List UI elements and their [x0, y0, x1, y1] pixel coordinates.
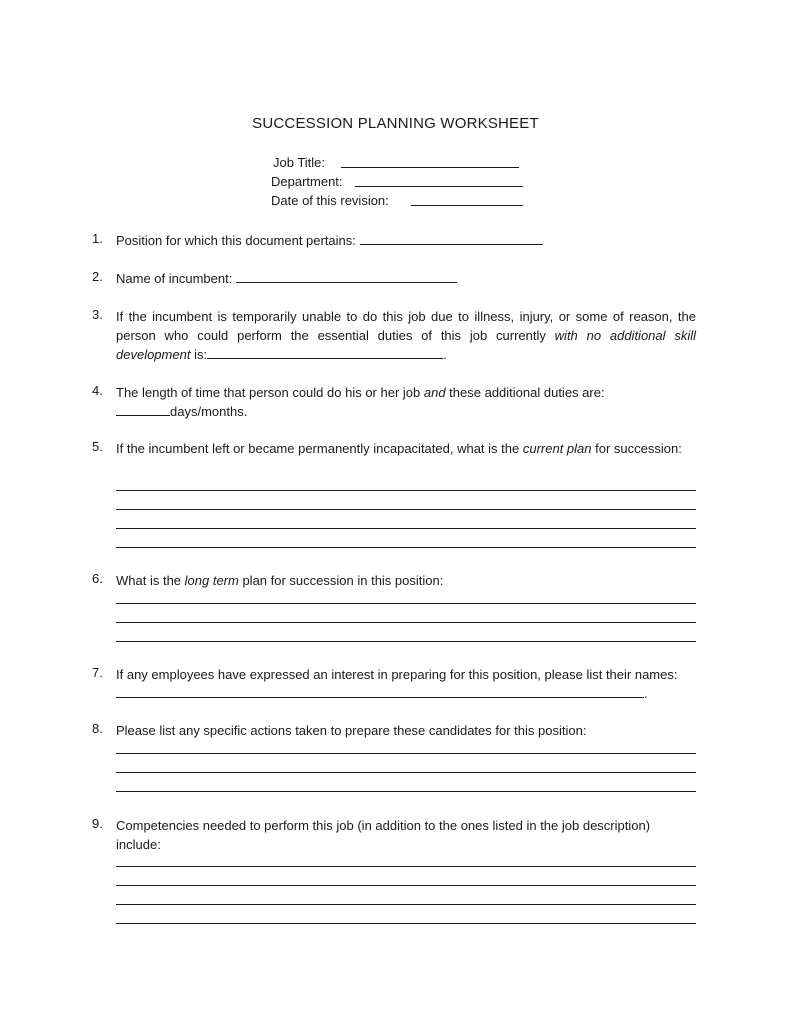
question-1-text: Position for which this document pertains: — [116, 233, 356, 248]
question-7-text: If any employees have expressed an interest in preparing for this position, please list their names: — [116, 667, 678, 682]
question-2 — [116, 269, 696, 288]
answer-line[interactable] — [116, 509, 696, 510]
answer-line[interactable] — [116, 885, 696, 886]
question-3-end: . — [443, 347, 447, 362]
question-5-text-b: for succession: — [591, 441, 682, 456]
item-number: 5. — [92, 439, 103, 454]
question-9 — [116, 816, 696, 854]
item-number: 4. — [92, 383, 103, 398]
item-number: 2. — [92, 269, 103, 284]
question-4-unit: days/months. — [170, 404, 248, 419]
item-number: 7. — [92, 665, 103, 680]
job-title-label: Job Title: — [273, 155, 326, 170]
question-5-emphasis: current plan — [522, 441, 592, 456]
answer-line[interactable] — [116, 528, 696, 529]
interested-employees-field[interactable] — [116, 685, 644, 698]
answer-line[interactable] — [116, 866, 696, 867]
question-8 — [116, 721, 696, 740]
item-number: 9. — [92, 816, 103, 831]
revision-date-field[interactable] — [411, 205, 523, 206]
answer-line[interactable] — [116, 904, 696, 905]
job-title-field[interactable] — [341, 167, 519, 168]
department-label: Department: — [271, 174, 343, 189]
answer-line[interactable] — [116, 547, 696, 548]
question-6 — [116, 571, 696, 590]
question-4-text-b: these additional duties are: — [445, 385, 605, 400]
question-4 — [116, 383, 696, 421]
item-number: 8. — [92, 721, 103, 736]
question-9-text: Competencies needed to perform this job (in addition to the ones listed in the job description) include: — [116, 818, 651, 852]
question-6-text: What is the — [116, 573, 185, 588]
question-6-text-b: plan for succession in this position: — [238, 573, 444, 588]
answer-line[interactable] — [116, 641, 696, 642]
department-field[interactable] — [355, 186, 523, 187]
question-7 — [116, 665, 698, 703]
question-6-emphasis: long term — [184, 573, 239, 588]
item-number: 3. — [92, 307, 103, 322]
question-5 — [116, 439, 696, 458]
question-2-text: Name of incumbent: — [116, 271, 233, 286]
question-1 — [116, 231, 696, 250]
question-3-text: If the incumbent is temporarily unable to do this job due to illness, injury, or some of reason, the person who could perform the essential duties of this job currently — [116, 309, 696, 343]
answer-line[interactable] — [116, 791, 696, 792]
question-3 — [116, 307, 696, 364]
answer-line[interactable] — [116, 490, 696, 491]
position-field[interactable] — [360, 232, 543, 245]
question-3-emphasis: with no additional skill development — [116, 328, 696, 362]
answer-line[interactable] — [116, 772, 696, 773]
duration-field[interactable] — [116, 403, 170, 416]
answer-line[interactable] — [116, 753, 696, 754]
substitute-field[interactable] — [207, 346, 443, 359]
question-4-emphasis: and — [423, 385, 446, 400]
question-3-text-b: is: — [190, 347, 208, 362]
item-number: 1. — [92, 231, 103, 246]
answer-line[interactable] — [116, 622, 696, 623]
answer-line[interactable] — [116, 923, 696, 924]
item-number: 6. — [92, 571, 103, 586]
question-5-text: If the incumbent left or became permanently incapacitated, what is the — [116, 441, 523, 456]
question-8-text: Please list any specific actions taken to prepare these candidates for this position: — [116, 723, 587, 738]
question-7-end: . — [644, 686, 648, 701]
page-title: SUCCESSION PLANNING WORKSHEET — [252, 115, 539, 132]
answer-line[interactable] — [116, 603, 696, 604]
question-4-text: The length of time that person could do his or her job — [116, 385, 424, 400]
incumbent-field[interactable] — [236, 270, 457, 283]
revision-date-label: Date of this revision: — [271, 193, 389, 208]
